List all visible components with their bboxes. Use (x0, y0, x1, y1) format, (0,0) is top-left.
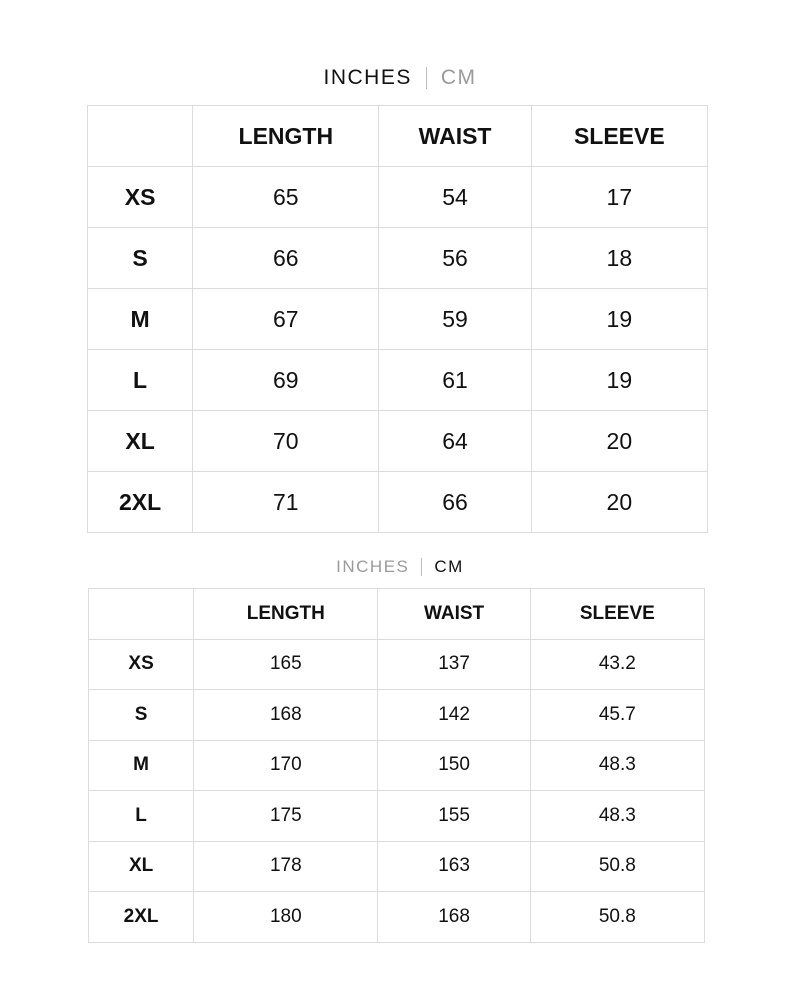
sleeve-value: 17 (531, 167, 707, 228)
waist-value: 142 (378, 690, 530, 741)
waist-value: 64 (379, 411, 531, 472)
unit-toggle-inches-view (0, 66, 800, 90)
header-length: LENGTH (194, 589, 378, 640)
sleeve-value: 48.3 (530, 740, 704, 791)
sleeve-value: 19 (531, 350, 707, 411)
table-row (88, 289, 708, 350)
waist-value: 59 (379, 289, 531, 350)
inches-tab[interactable]: INCHES (323, 66, 412, 90)
length-value: 180 (194, 892, 378, 943)
table-row (88, 167, 708, 228)
sleeve-value: 19 (531, 289, 707, 350)
size-label: XL (89, 841, 194, 892)
unit-toggle-cm-view (0, 556, 800, 577)
toggle-divider (421, 558, 422, 576)
sleeve-value: 50.8 (530, 892, 704, 943)
table-row (88, 228, 708, 289)
waist-value: 150 (378, 740, 530, 791)
sleeve-value: 45.7 (530, 690, 704, 741)
waist-value: 66 (379, 472, 531, 533)
waist-value: 54 (379, 167, 531, 228)
size-label: S (88, 228, 193, 289)
length-value: 67 (193, 289, 379, 350)
table-header-row (88, 106, 708, 167)
sleeve-value: 48.3 (530, 791, 704, 842)
size-label: L (89, 791, 194, 842)
table-row (89, 740, 705, 791)
length-value: 66 (193, 228, 379, 289)
length-value: 168 (194, 690, 378, 741)
size-label: M (89, 740, 194, 791)
cm-tab[interactable]: CM (434, 556, 464, 576)
waist-value: 56 (379, 228, 531, 289)
length-value: 178 (194, 841, 378, 892)
table-row (88, 411, 708, 472)
size-label: L (88, 350, 193, 411)
length-value: 175 (194, 791, 378, 842)
size-label: 2XL (88, 472, 193, 533)
size-label: XL (88, 411, 193, 472)
table-row (89, 639, 705, 690)
table-header-row (89, 589, 705, 640)
length-value: 170 (194, 740, 378, 791)
length-value: 65 (193, 167, 379, 228)
size-label: S (89, 690, 194, 741)
table-row (89, 791, 705, 842)
size-label: M (88, 289, 193, 350)
waist-value: 155 (378, 791, 530, 842)
table-row (88, 350, 708, 411)
header-empty (88, 106, 193, 167)
sleeve-value: 18 (531, 228, 707, 289)
size-table-inches (87, 105, 708, 533)
waist-value: 168 (378, 892, 530, 943)
waist-value: 137 (378, 639, 530, 690)
header-sleeve: SLEEVE (530, 589, 704, 640)
toggle-divider (426, 67, 427, 89)
header-empty (89, 589, 194, 640)
header-sleeve: SLEEVE (531, 106, 707, 167)
length-value: 165 (194, 639, 378, 690)
table-row (89, 690, 705, 741)
length-value: 71 (193, 472, 379, 533)
size-label: 2XL (89, 892, 194, 943)
table-row (89, 892, 705, 943)
sleeve-value: 20 (531, 411, 707, 472)
table-row (88, 472, 708, 533)
sleeve-value: 20 (531, 472, 707, 533)
cm-tab[interactable]: CM (440, 66, 477, 90)
sleeve-value: 43.2 (530, 639, 704, 690)
header-length: LENGTH (193, 106, 379, 167)
header-waist: WAIST (379, 106, 531, 167)
header-waist: WAIST (378, 589, 530, 640)
waist-value: 163 (378, 841, 530, 892)
size-label: XS (88, 167, 193, 228)
size-table-cm (88, 588, 705, 943)
length-value: 70 (193, 411, 379, 472)
inches-tab[interactable]: INCHES (336, 556, 410, 576)
length-value: 69 (193, 350, 379, 411)
table-row (89, 841, 705, 892)
size-label: XS (89, 639, 194, 690)
waist-value: 61 (379, 350, 531, 411)
sleeve-value: 50.8 (530, 841, 704, 892)
